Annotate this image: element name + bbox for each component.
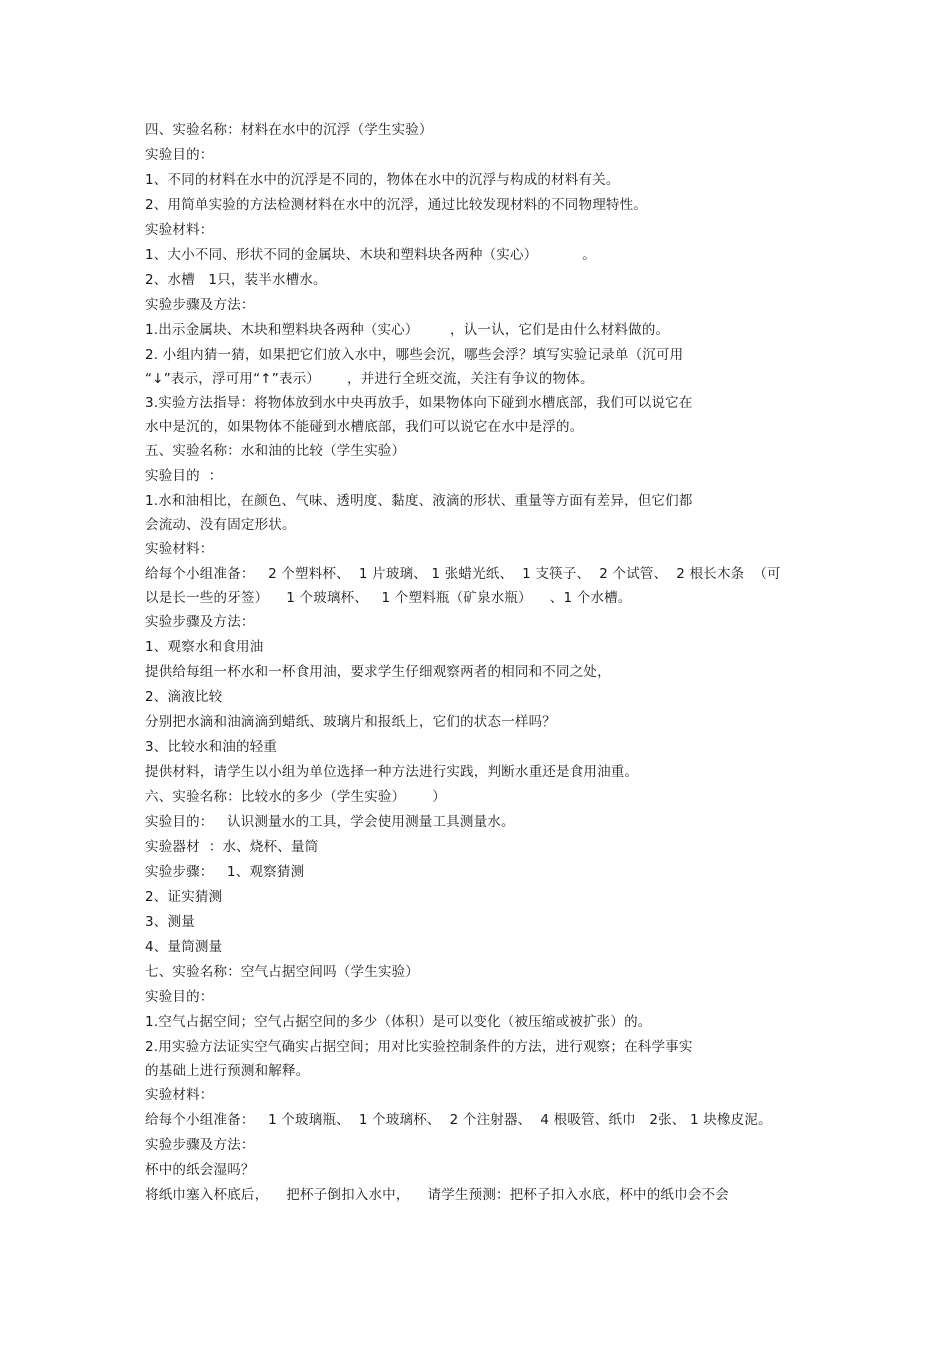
text-line: 实验步骤及方法： [145, 297, 255, 313]
text-line: 2. 小组内猜一猜，如果把它们放入水中，哪些会沉，哪些会浮？填写实验记录单（沉可用 [145, 347, 684, 363]
text-line: 3.实验方法指导：将物体放到水中央再放手，如果物体向下碰到水槽底部，我们可以说它在 [145, 395, 693, 411]
text-line: 实验步骤及方法： [145, 614, 255, 630]
text-line: 实验步骤： 1、观察猜测 [145, 864, 305, 880]
text-line: 1、大小不同、形状不同的金属块、木块和塑料块各两种（实心） 。 [145, 247, 597, 263]
text-line: 1、不同的材料在水中的沉浮是不同的，物体在水中的沉浮与构成的材料有关。 [145, 172, 620, 188]
text-line: 提供给每组一杯水和一杯食用油，要求学生仔细观察两者的相同和不同之处， [145, 664, 611, 680]
text-line: 水中是沉的，如果物体不能碰到水槽底部，我们可以说它在水中是浮的。 [145, 419, 584, 435]
text-line: 分别把水滴和油滴滴到蜡纸、玻璃片和报纸上，它们的状态一样吗？ [145, 714, 556, 730]
text-line: 实验目的： 认识测量水的工具，学会使用测量工具测量水。 [145, 814, 515, 830]
text-line: 四、实验名称：材料在水中的沉浮（学生实验） [145, 122, 433, 138]
text-line: 实验步骤及方法： [145, 1137, 255, 1153]
text-line: 实验目的： [145, 147, 214, 163]
text-line: 3、测量 [145, 914, 195, 930]
text-line: 五、实验名称：水和油的比较（学生实验） [145, 443, 406, 459]
text-line: 2、滴液比较 [145, 689, 223, 705]
text-line: 实验器材 ：水、烧杯、量筒 [145, 839, 319, 855]
text-line: 实验材料： [145, 541, 214, 557]
text-line: 2、证实猜测 [145, 889, 223, 905]
text-line: 给每个小组准备： 1 个玻璃瓶、 1 个玻璃杯、 2 个注射器、 4 根吸管、纸巾 2张、 1 块橡皮泥。 [145, 1112, 772, 1128]
text-line: 1.空气占据空间；空气占据空间的多少（体积）是可以变化（被压缩或被扩张）的。 [145, 1014, 652, 1030]
text-line: 实验材料： [145, 222, 214, 238]
text-line: 1、观察水和食用油 [145, 639, 264, 655]
text-line: 杯中的纸会湿吗？ [145, 1162, 255, 1178]
text-line: 1.水和油相比，在颜色、气味、透明度、黏度、液滴的形状、重量等方面有差异，但它们都 [145, 493, 693, 509]
text-line: 以是长一些的牙签） 1 个玻璃杯、 1 个塑料瓶（矿泉水瓶） 、1 个水槽。 [145, 590, 632, 606]
document-body [145, 118, 815, 1208]
text-line: 实验目的： [145, 989, 214, 1005]
text-line: 七、实验名称：空气占据空间吗（学生实验） [145, 964, 419, 980]
text-line: 2、用简单实验的方法检测材料在水中的沉浮，通过比较发现材料的不同物理特性。 [145, 197, 647, 213]
text-line: 给每个小组准备： 2 个塑料杯、 1 片玻璃、 1 张蜡光纸、 1 支筷子、 2 个试管、 2 根长木条 （可 [145, 566, 781, 582]
text-line: 将纸巾塞入杯底后， 把杯子倒扣入水中， 请学生预测：把杯子扣入水底，杯中的纸巾会不会 [145, 1187, 729, 1203]
text-line: 2.用实验方法证实空气确实占据空间；用对比实验控制条件的方法，进行观察；在科学事实 [145, 1039, 693, 1055]
text-line: 1.出示金属块、木块和塑料块各两种（实心） ，认一认，它们是由什么材料做的。 [145, 322, 670, 338]
text-line: 的基础上进行预测和解释。 [145, 1063, 310, 1079]
text-line: 3、比较水和油的轻重 [145, 739, 278, 755]
text-line: 实验目的 ： [145, 468, 223, 484]
text-line: 2、水槽 1只，装半水槽水。 [145, 272, 327, 288]
text-line: 六、实验名称：比较水的多少（学生实验） ） [145, 789, 446, 805]
text-line: 实验材料： [145, 1087, 214, 1103]
text-line: “↓”表示，浮可用“↑”表示） ，并进行全班交流，关注有争议的物体。 [145, 371, 594, 387]
text-line: 会流动、没有固定形状。 [145, 517, 296, 533]
text-line: 4、量筒测量 [145, 939, 223, 955]
text-line: 提供材料，请学生以小组为单位选择一种方法进行实践，判断水重还是食用油重。 [145, 764, 639, 780]
